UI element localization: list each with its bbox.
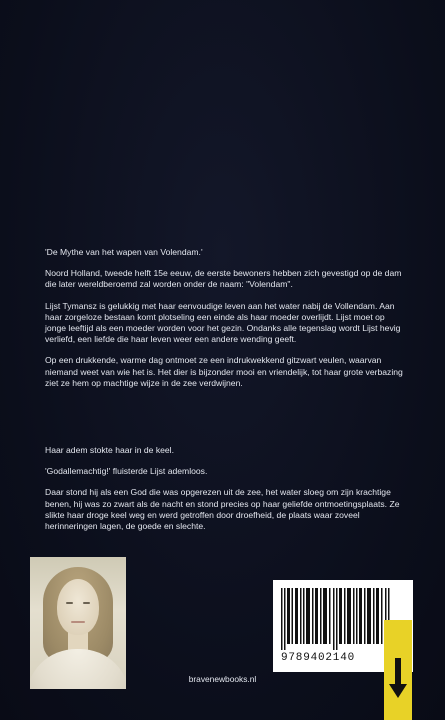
book-title-line: 'De Mythe van het wapen van Volendam.' <box>45 247 203 257</box>
arrow-down-icon <box>389 658 407 698</box>
synopsis-top <box>45 247 407 399</box>
author-photo <box>30 557 126 689</box>
excerpt-paragraph: Daar stond hij als een God die was opgerezen uit de zee, het water sloeg om zijn krachtige benen, hij was zo zwart als de nacht en stond precies op haar geliefde ontmoetingsplaats. Ze slikte haar droge keel weg en werd getroffen door droefheid, de plaats waar zoveel herinneringen lagen, de goede en slechte. <box>45 487 400 532</box>
barcode-bars <box>281 588 393 650</box>
paragraph-setting: Noord Holland, tweede helft 15e eeuw, de eerste bewoners hebben zich gevestigd op de dam die later wereldberoemd zal worden onder de naam: "Volendam". <box>45 268 402 290</box>
paragraph-veulen: Op een drukkende, warme dag ontmoet ze een indrukwekkend gitzwart veulen, waarvan niemand weet van wie het is. Het dier is bijzonder mooi en vriendelijk, tot haar grote verbazing ziet ze hem op machtige wijze in de zee verdwijnen. <box>45 355 403 388</box>
publisher-website: bravenewbooks.nl <box>188 674 257 684</box>
isbn-digits: 9789402140 <box>281 652 356 664</box>
excerpt <box>45 445 407 542</box>
publisher-tab <box>384 620 412 720</box>
paragraph-lijst: Lijst Tymansz is gelukkig met haar eenvoudige leven aan het water nabij de Vollendam. Aan haar zorgeloze bestaan komt plotseling een einde als haar moeder overlijdt. Lijst moet op jonge leeftijd als een moeder worden voor het gezin. Ondanks alle tegenslag wordt Lijst hevig verliefd, een liefde die haar leven weer een andere wending geeft. <box>45 300 401 345</box>
excerpt-line-1: Haar adem stokte haar in de keel. <box>45 445 174 455</box>
excerpt-line-2: 'Godallemachtig!' fluisterde Lijst ademloos. <box>45 466 208 477</box>
